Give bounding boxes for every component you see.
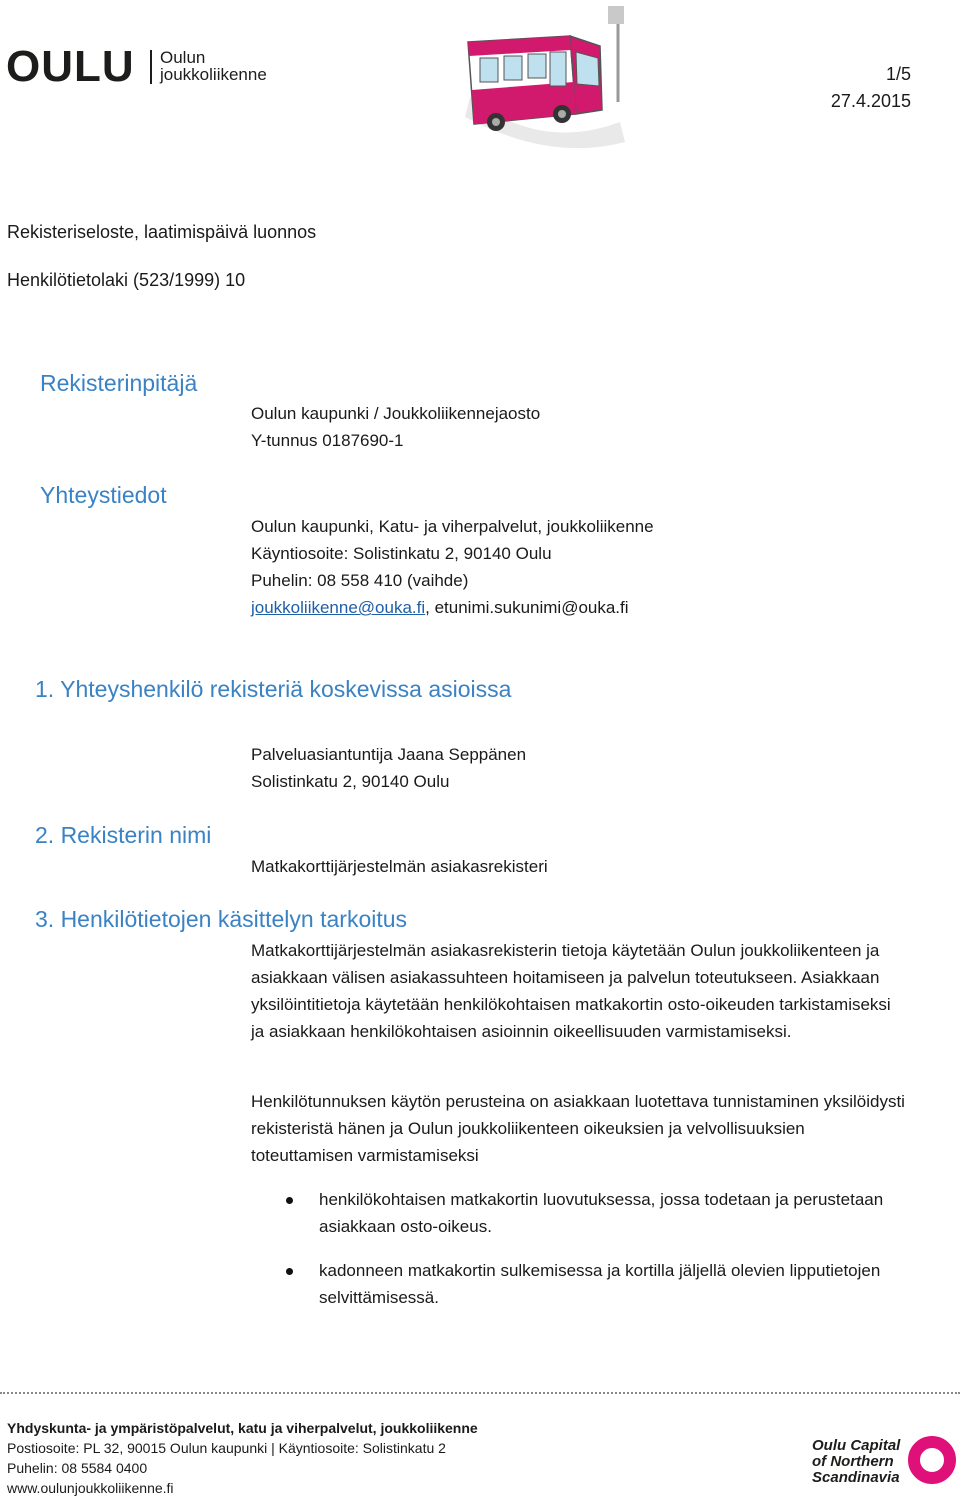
footer-divider [0,1392,960,1394]
contact-address: Käyntiosoite: Solistinkatu 2, 90140 Oulu [251,544,552,563]
bullet-marker [286,1197,293,1204]
bus-illustration [450,2,640,152]
contact-phone: Puhelin: 08 558 410 (vaihde) [251,571,469,590]
footer-department: Yhdyskunta- ja ympäristöpalvelut, katu ja viherpalvelut, joukkoliikenne [7,1420,478,1436]
purpose-paragraph-2: Henkilötunnuksen käytön perusteina on asiakkaan luotettava tunnistaminen yksilöidysti rekisteristä hänen ja Oulun joukkoliikenteen oikeuksien ja velvollisuuksien toteuttamisen varmistamiseksi [251,1092,905,1165]
heading-yhteystiedot: Yhteystiedot [40,482,167,508]
document-title: Rekisteriseloste, laatimispäivä luonnos [7,222,317,242]
logo-subtitle-2: joukkoliikenne [160,65,267,84]
contact-person-name: Palveluasiantuntija Jaana Seppänen [251,745,527,764]
footer-postal-address: Postiosoite: PL 32, 90015 Oulun kaupunki | Käyntiosoite: Solistinkatu 2 [7,1440,446,1456]
contact-person-address: Solistinkatu 2, 90140 Oulu [251,772,450,791]
logo-subtitle-1: Oulun [160,48,206,67]
heading-contact-person: 1. Yhteyshenkilö rekisteriä koskevissa asioissa [35,676,512,702]
page-number: 1/5 [885,64,911,84]
contact-email-line [251,594,629,621]
footer-website: www.oulunjoukkoliikenne.fi [7,1480,174,1496]
capital-slogan-line1: Oulu Capital [812,1437,901,1454]
logo-divider [150,50,152,84]
business-id: Y-tunnus 0187690-1 [251,431,404,450]
purpose-paragraph-1: Matkakorttijärjestelmän asiakasrekisterin tietoja käytetään Oulun joukkoliikenteen ja asiakkaan välisen asiakassuhteen hoitamiseen ja palvelun toteutukseen. Asiakkaan yksilöintitietoja käytetään henkilökohtaisen matkakortin osto-oikeuden tarkistamiseksi ja asiakkaan henkilökohtaisen asioinnin oikeellisuuden varmistamiseksi. [251,941,891,1041]
law-reference: Henkilötietolaki (523/1999) 10 [7,270,246,290]
capital-slogan-line2: of Northern [812,1453,894,1470]
bullet-marker [286,1268,293,1275]
contact-organization: Oulun kaupunki, Katu- ja viherpalvelut, joukkoliikenne [251,517,654,536]
email-link[interactable]: joukkoliikenne@ouka.fi [251,598,426,617]
register-name: Matkakorttijärjestelmän asiakasrekisteri [251,857,548,876]
oulu-logo-wordmark: OULU [6,42,135,91]
bullet-item: henkilökohtaisen matkakortin luovutuksessa, jossa todetaan ja perustetaan asiakkaan osto-oikeus. [319,1190,884,1236]
heading-register-name: 2. Rekisterin nimi [35,822,212,848]
capital-slogan [812,1438,900,1486]
capital-ring-logo [906,1434,958,1486]
bullet-item: kadonneen matkakortin sulkemisessa ja kortilla jäljellä olevien lipputietojen selvittämisessä. [319,1261,881,1307]
footer-phone: Puhelin: 08 5584 0400 [7,1460,148,1476]
email-rest: , etunimi.sukunimi@ouka.fi [425,598,629,617]
heading-purpose: 3. Henkilötietojen käsittelyn tarkoitus [35,906,408,932]
capital-slogan-line3: Scandinavia [812,1469,900,1486]
document-date: 27.4.2015 [830,91,911,111]
controller-name: Oulun kaupunki / Joukkoliikennejaosto [251,404,541,423]
heading-rekisterinpitaja: Rekisterinpitäjä [40,370,198,396]
